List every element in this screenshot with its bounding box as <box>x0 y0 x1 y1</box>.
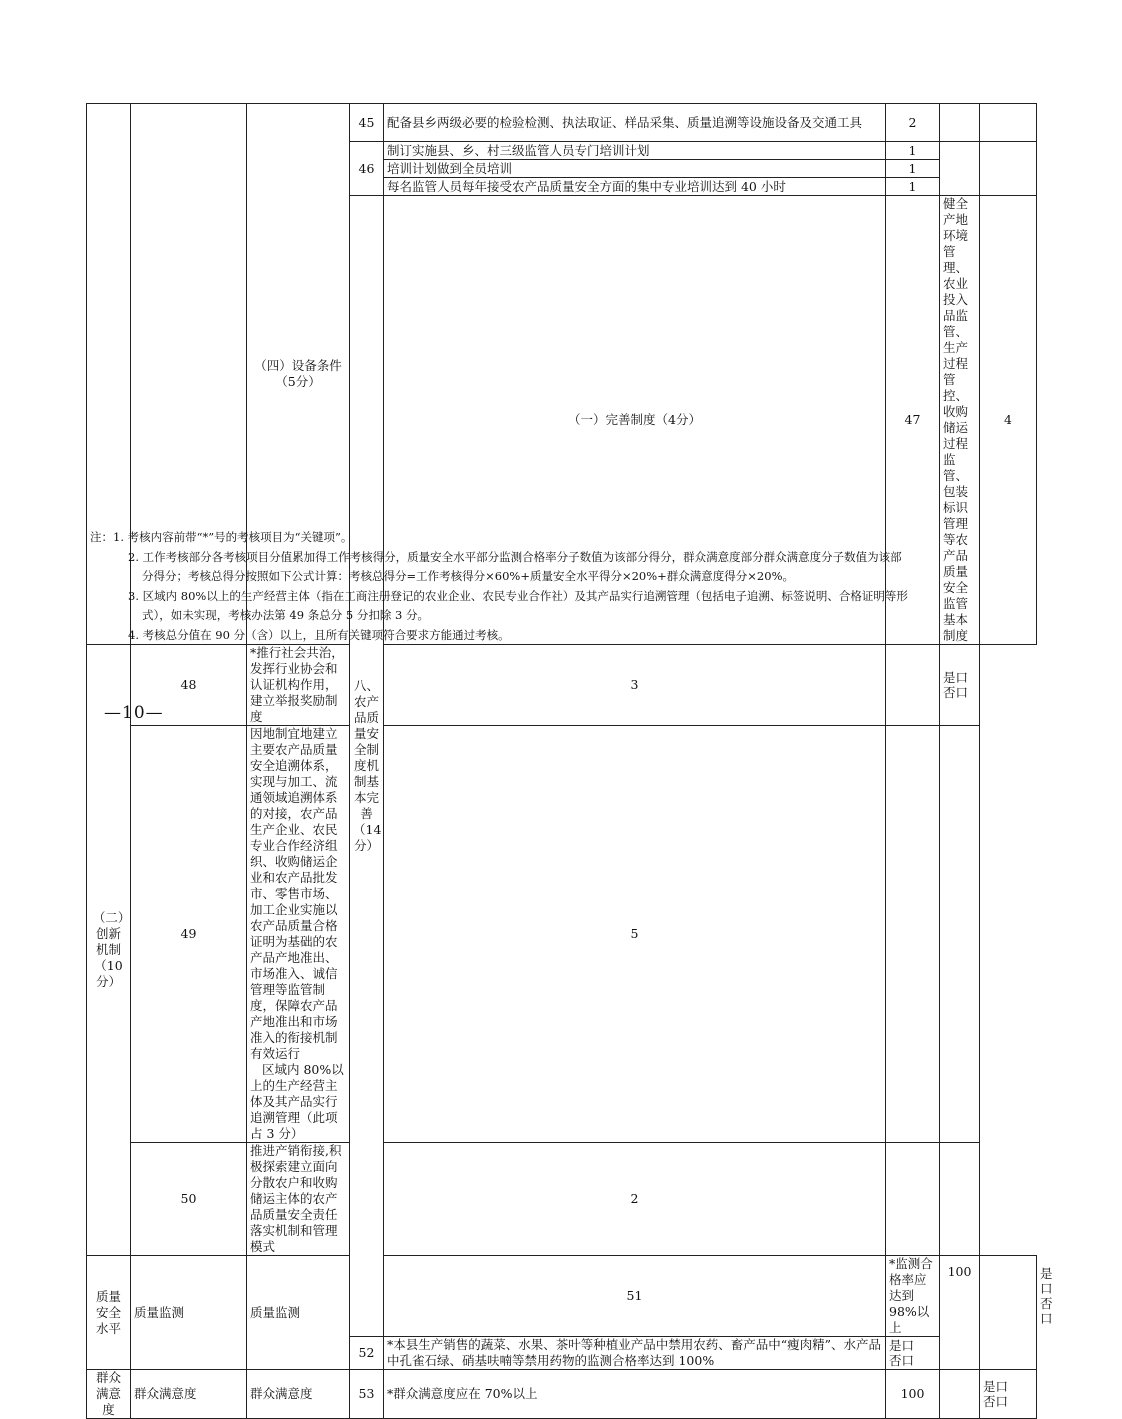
item-content: *群众满意度应在 70%以上 <box>384 1370 886 1419</box>
no-option: 否口 <box>1040 1296 1053 1326</box>
yes-option: 是口 <box>889 1338 915 1353</box>
item-content: *本县生产销售的蔬菜、水果、茶叶等种植业产品中禁用农药、畜产品中“瘦肉精”、水产品中孔雀石绿、硝基呋喃等禁用药物的监测合格率达到 100% <box>384 1337 886 1370</box>
item-content: *推行社会共治，发挥行业协会和认证机构作用，建立举报奖励制度 <box>247 645 350 726</box>
note-text: 考核总分值在 90 分（含）以上，且所有关键项符合要求方能通过考核。 <box>142 627 510 642</box>
note-continuation: 分得分；考核总得分按照如下公式计算：考核总得分=工作考核得分×60%+质量安全水平得分×20%+群众满意度得分×20%。 <box>142 569 794 583</box>
note-index: 4. <box>128 627 139 642</box>
blank-cell <box>886 1143 940 1256</box>
item-content: *监测合格率应达到 98%以上 <box>886 1256 940 1337</box>
table-row <box>87 104 1037 142</box>
note-text: 考核内容前带“*”号的考核项目为“关键项”。 <box>127 530 353 544</box>
blank-cell <box>940 1143 980 1256</box>
item-score: 4 <box>980 196 1037 645</box>
sub-category-equipment: （四）设备条件（5分） <box>247 104 350 645</box>
notes-section <box>90 528 1030 645</box>
item-content: 推进产销衔接,积极探索建立面向分散农户和收购储运主体的农产品质量安全责任落实机制和管理模式 <box>247 1143 350 1256</box>
item-number: 49 <box>131 726 247 1143</box>
yes-option: 是口 <box>943 670 969 685</box>
note-item <box>90 626 1030 646</box>
item-content <box>247 726 350 1143</box>
item-content-sub: 区域内 80%以上的生产经营主体及其产品实行追溯管理（此项占 3 分） <box>250 1062 344 1141</box>
blank-cell <box>980 104 1037 142</box>
item-content: 制订实施县、乡、村三级监管人员专门培训计划 <box>384 142 886 160</box>
category-quality: 质量安全水平 <box>87 1256 131 1370</box>
sub-category-quality: 质量监测 <box>131 1256 247 1370</box>
note-text: 工作考核部分各考核项目分值累加得工作考核得分，质量安全水平部分监测合格率分子数值为该部分得分，群众满意度部分群众满意度分子数值为该部 <box>142 549 902 564</box>
item-score: 100 <box>940 1256 980 1370</box>
item-content: 健全产地环境管理、农业投入品监管、生产过程管控、收购储运过程监管、包装标识管理等农产品质量安全监管基本制度 <box>940 196 980 645</box>
blank-cell <box>886 645 940 726</box>
item-content: 培训计划做到全员培训 <box>384 160 886 178</box>
item-number: 52 <box>350 1337 384 1370</box>
category-8: 八、农产品质量安全制度机制基本完善（14分） <box>350 196 384 1337</box>
sub-item-quality: 质量监测 <box>247 1256 350 1370</box>
sub-category-innovation: （二）创新机制（10分） <box>87 645 131 1256</box>
yes-no-checkbox <box>886 1337 940 1370</box>
item-score: 1 <box>886 178 940 196</box>
blank-cell <box>940 104 980 142</box>
note-index: 1. <box>113 530 124 544</box>
yes-option: 是口 <box>983 1379 1009 1394</box>
no-option: 否口 <box>943 685 969 700</box>
item-number: 47 <box>886 196 940 645</box>
item-number: 48 <box>131 645 247 726</box>
item-number: 46 <box>350 142 384 196</box>
note-item <box>90 548 1030 568</box>
table-row <box>87 1143 1037 1256</box>
blank-cell <box>980 142 1037 196</box>
page-number: —10— <box>104 703 164 723</box>
yes-option: 是口 <box>1040 1266 1053 1296</box>
sub-category-satisfaction: 群众满意度 <box>131 1370 247 1419</box>
blank-cell <box>886 726 940 1143</box>
blank-cell <box>980 1256 1037 1370</box>
blank-cell <box>940 726 980 1143</box>
sub-category-system: （一）完善制度（4分） <box>384 196 886 645</box>
item-score: 2 <box>886 104 940 142</box>
item-score: 1 <box>886 142 940 160</box>
table-row <box>87 645 1037 726</box>
no-option: 否口 <box>889 1353 915 1368</box>
item-number: 50 <box>131 1143 247 1256</box>
yes-no-checkbox <box>980 1370 1037 1419</box>
item-score: 5 <box>384 726 886 1143</box>
item-number: 53 <box>350 1370 384 1419</box>
item-score: 3 <box>384 645 886 726</box>
item-content: 配备县乡两级必要的检验检测、执法取证、样品采集、质量追溯等设施设备及交通工具 <box>384 104 886 142</box>
blank-cell <box>940 142 980 196</box>
item-score: 100 <box>886 1370 940 1419</box>
note-continuation: 式），如未实现，考核办法第 49 条总分 5 分扣除 3 分。 <box>142 608 429 622</box>
note-item <box>90 587 1030 607</box>
item-content: 每名监管人员每年接受农产品质量安全方面的集中专业培训达到 40 小时 <box>384 178 886 196</box>
item-number: 45 <box>350 104 384 142</box>
blank-cell <box>940 1370 980 1419</box>
notes-label: 注： <box>90 530 113 544</box>
note-text: 区域内 80%以上的生产经营主体（指在工商注册登记的农业企业、农民专业合作社）及其产品实行追溯管理（包括电子追溯、标签说明、合格证明等形 <box>142 588 908 603</box>
note-index: 3. <box>128 588 139 603</box>
sub-item-satisfaction: 群众满意度 <box>247 1370 350 1419</box>
item-content-main: 因地制宜地建立主要农产品质量安全追溯体系，实现与加工、流通领域追溯体系的对接，农产品生产企业、农民专业合作经济组织、收购储运企业和农产品批发市、零售市场、加工企业实施以农产品质量合格证明为基础的农产品产地准出、市场准入、诚信管理等监管制度，保障农产品产地准出和市场准入的衔接机制有效运行 <box>250 726 338 1061</box>
assessment-table <box>86 103 1053 1419</box>
category-satisfaction: 群众满意度 <box>87 1370 131 1419</box>
item-score: 1 <box>886 160 940 178</box>
table-row <box>87 1256 1037 1337</box>
item-score: 2 <box>384 1143 886 1256</box>
yes-no-checkbox <box>940 645 980 726</box>
table-row <box>87 1370 1037 1419</box>
table-row <box>87 726 1037 1143</box>
note-item <box>90 528 1030 548</box>
note-index: 2. <box>128 549 139 564</box>
item-number: 51 <box>384 1256 886 1337</box>
no-option: 否口 <box>983 1394 1009 1409</box>
